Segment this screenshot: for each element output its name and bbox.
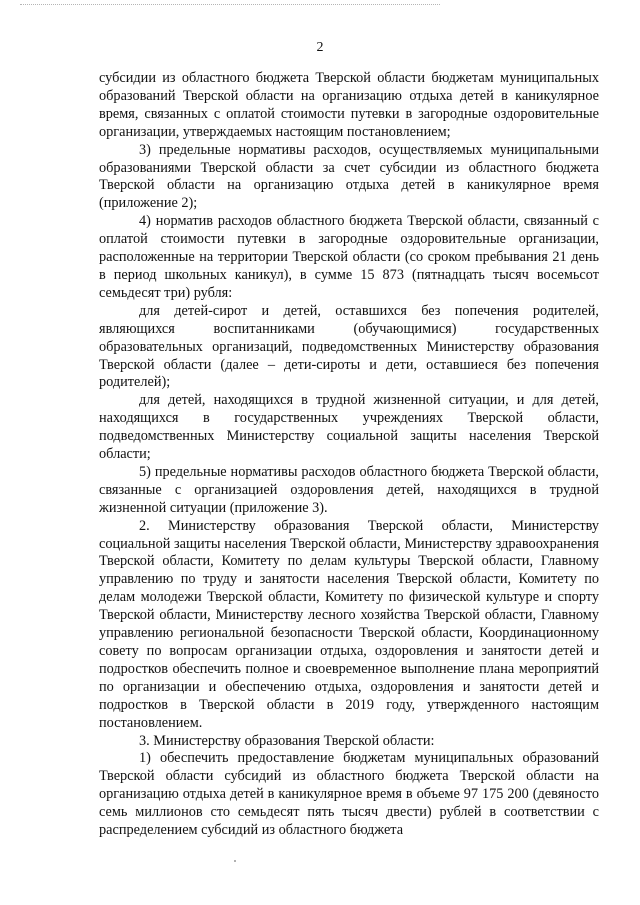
paragraph-section-3-item-1: 1) обеспечить предоставление бюджетам муниципальных образований Тверской области субсидий из областного бюджета Тверской области на организацию отдыха детей в каникулярное время в объеме 97 175 200 (девяносто семь миллионов сто семьдесят пять тысяч двести) рублей в соответствии с распределением субсидий из областного бюджета [99, 750, 599, 839]
paragraph-section-2-ministries: 2. Министерству образования Тверской области, Министерству социальной защиты населения Тверской области, Министерству здравоохранения Тверской области, Комитету по делам культуры Тверской области, Главному управлению по труду и занятости населения Тверской области, Комитету по делам молодежи Тверской области, Комитету по физической культуре и спорту Тверской области, Министерству лесного хозяйства Тверской области, Главному управлению региональной безопасности Тверской области, Координационному совету по вопросам организации отдыха, оздоровления и занятости детей и подростков обеспечить полное и своевременное выполнение плана мероприятий по организации и обеспечению отдыха, оздоровления и занятости детей и подростков в Тверской области в 2019 году, утвержденного настоящим постановлением. [99, 517, 599, 731]
scan-artifact-line [20, 4, 440, 6]
paragraph-section-3-heading: 3. Министерству образования Тверской области: [139, 732, 435, 749]
paragraph-subsidies-continuation: субсидии из областного бюджета Тверской области бюджетам муниципальных образований Тверской области на организацию отдыха детей в каникулярное время, связанных с оплатой стоимости путевки в загородные оздоровительные организации, утверждаемых настоящим постановлением; [99, 70, 599, 140]
paragraph-item-5-health-limits: 5) предельные нормативы расходов областного бюджета Тверской области, связанные с организацией оздоровления детей, находящихся в трудной жизненной ситуации (приложение 3). [99, 463, 599, 516]
document-body [99, 70, 599, 840]
paragraph-item-4-expense-norm: 4) норматив расходов областного бюджета Тверской области, связанный с оплатой стоимости путевки в загородные оздоровительные организации, расположенные на территории Тверской области (со сроком пребывания 21 день в период школьных каникул), в сумме 15 873 (пятнадцать тысяч восемьсот семьдесят три) рубля: [99, 213, 599, 301]
paragraph-orphans: для детей-сирот и детей, оставшихся без попечения родителей, являющихся воспитанниками (обучающимися) государственных образовательных организаций, подведомственных Министерству образования Тверской области (далее – дети-сироты и дети, оставшиеся без попечения родителей); [99, 302, 599, 391]
scan-speck [234, 860, 236, 862]
paragraph-difficult-situation: для детей, находящихся в трудной жизненной ситуации, и для детей, находящихся в государственных учреждениях Тверской области, подведомственных Министерству социальной защиты населения Тверской области; [99, 392, 599, 463]
page-number: 2 [316, 40, 324, 55]
paragraph-item-3-expense-limits: 3) предельные нормативы расходов, осуществляемых муниципальными образованиями Тверской области за счет субсидии из областного бюджета Тверской области на организацию отдыха детей в каникулярное время (приложение 2); [99, 141, 599, 212]
